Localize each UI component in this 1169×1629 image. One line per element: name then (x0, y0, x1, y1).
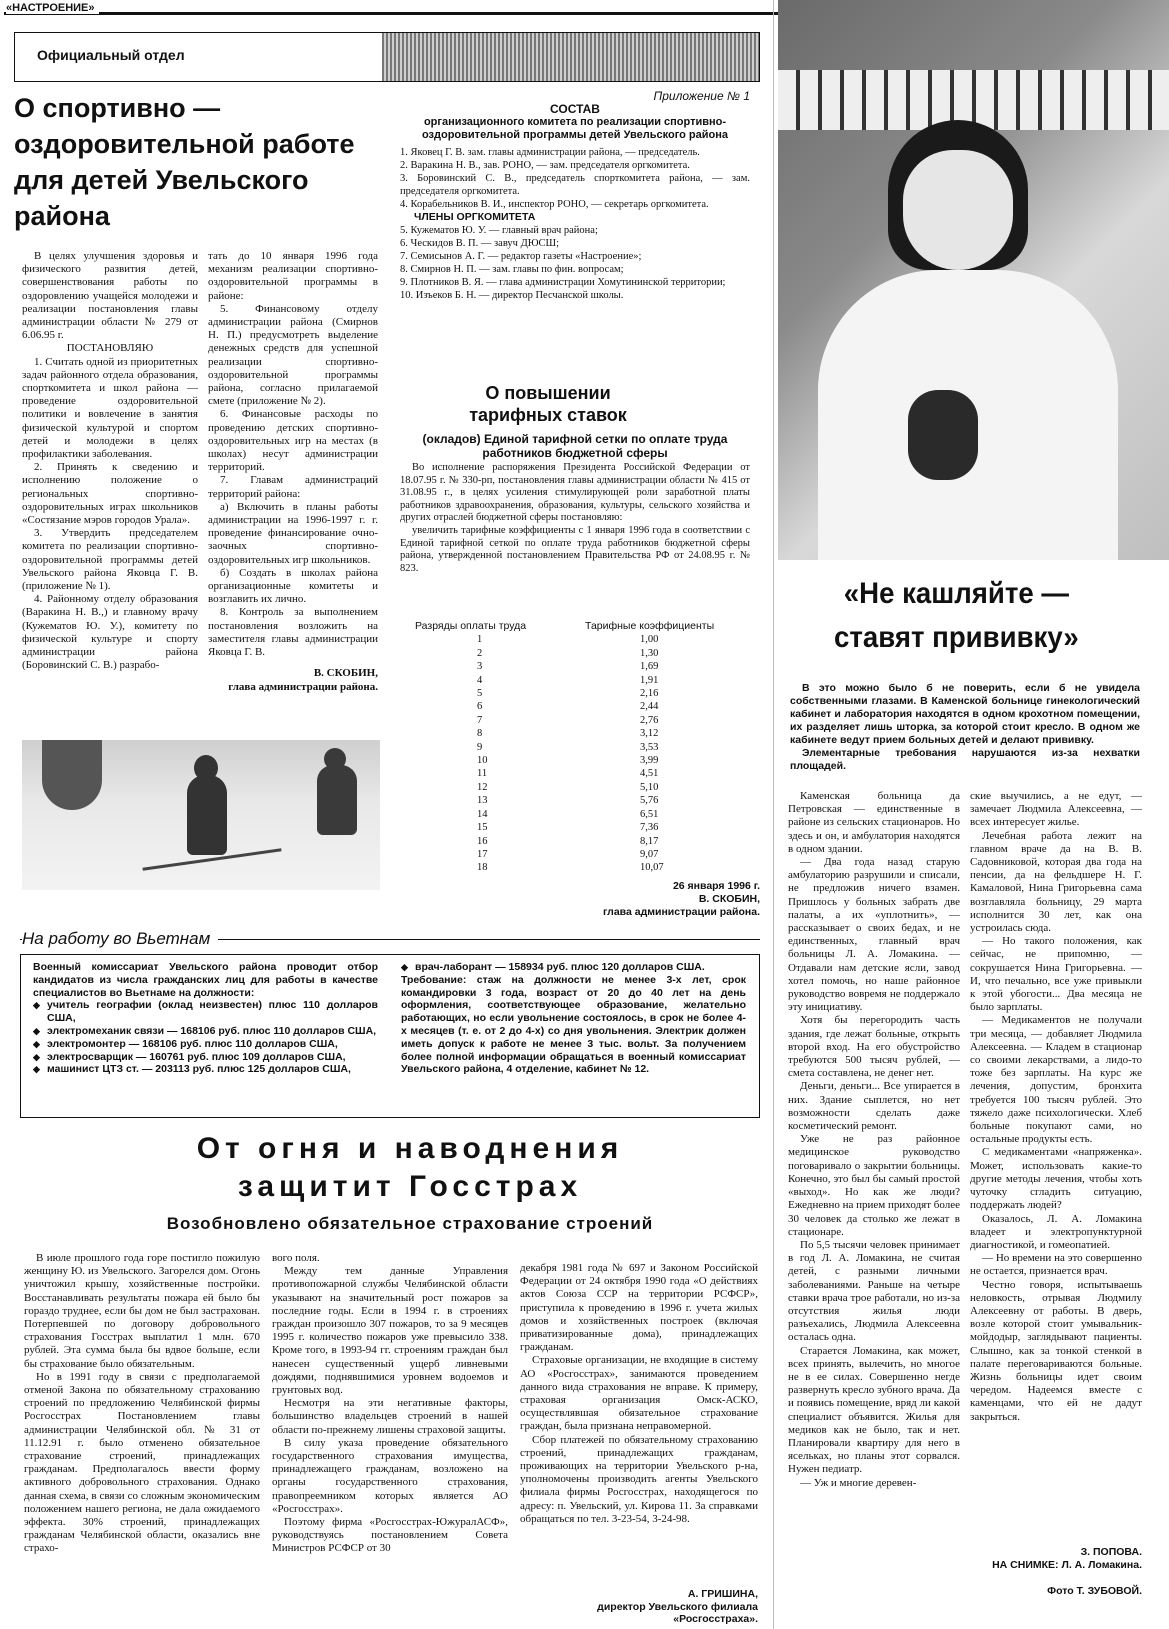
skier-2-head (324, 748, 346, 770)
tariff-coef: 2,16 (640, 688, 659, 700)
cough-caption: НА СНИМКЕ: Л. А. Ломакина. (992, 1559, 1142, 1571)
tariff-text (400, 462, 750, 575)
tariff-row (415, 781, 735, 794)
tariff-grade: 6 (477, 701, 483, 713)
ski-photo (22, 740, 380, 890)
vietnam-job: ◆ электромонтер — 168106 руб. плюс 110 долларов США, (33, 1038, 378, 1051)
appendix-item: 2. Варакина Н. В., зав. РОНО, — зам. председателя оргкомитета. (400, 160, 690, 171)
doctor-face (903, 150, 1013, 270)
cough-p: — Медикаментов не получали три месяца, — добавляет Людмила Алексеевна. — Кладем в стационар со своими лекарствами, а лидо-то тоже без зарплаты. На курс же лечения, допустим, бронхита требуется 100 тысяч рублей. Это тяжело даже психологически. Хлеб больные покупают сами, но остальные продукты есть. (970, 1014, 1142, 1146)
tariff-row (415, 861, 735, 874)
tariff-grade: 8 (477, 728, 483, 740)
cough-lead (790, 682, 1140, 773)
cough-p: — Уж и многие деревен- (800, 1476, 917, 1489)
members-label: ЧЛЕНЫ ОРГКОМИТЕТА (414, 211, 536, 223)
cough-col-1 (788, 790, 960, 1620)
tariff-signer-role: глава администрации района. (603, 906, 760, 918)
tariff-grade: 10 (477, 755, 488, 767)
tariff-row (415, 700, 735, 713)
cough-p: — Два года назад старую амбулаторию разрушили и списали, не предложив ничего взамен. Пришлось у больных забрать две палаты, а их «уплотнить», — рассказывает о своих бедах, и не единственных, главный врач больницы Л. А. Ломакина. — Отдавали нам детские ясли, завод хотел помочь, но наше районное руководство вовремя не поддержало эту инициативу. (788, 856, 960, 1014)
sport-title: О спортивно — оздоровительной работе для детей Увельского района (14, 93, 355, 231)
vietnam-intro: Военный комиссариат Увельского района проводит отбор кандидатов из числа гражданских лиц для работы в качестве специалистов во Вьетнаме на должности: (33, 961, 378, 999)
doctor-photo (778, 0, 1169, 560)
tariff-grade: 2 (477, 647, 483, 659)
appendix-item: 3. Боровинский С. В., председатель спорткомитета района, — зам. председателя оргкомитета. (400, 173, 750, 197)
tariff-table (415, 620, 735, 875)
appendix-item: 5. Кужематов Ю. У. — главный врач района; (400, 225, 598, 236)
fire-p: Сбор платежей по обязательному страхованию строений, принадлежащих гражданам, проживающих на территории Увельского р-на, уполномочены производить агенты Увельского филиала фирмы Росгосстрах, находящегося по адресу: п. Увельский, ул. Кирова 11. За справками обращаться по тел. 3-23-54, 3-24-98. (520, 1433, 758, 1525)
sport-p: а) Включить в планы работы администрации на 1996-1997 г. г. проведение финансирование очно-заочных спортивно-оздоровительных игр школьников. (208, 500, 378, 566)
cough-lead-p2: Элементарные требования нарушаются из-за нехватки площадей. (790, 747, 1140, 772)
tariff-col-b: Тарифные коэффициенты (585, 620, 715, 632)
skier-1-head (194, 755, 218, 781)
sport-p: 2. Принять к сведению и исполнению положение о региональных спортивно-оздоровительных играх школьников «Состязание мэров городов Урала». (22, 461, 198, 527)
cough-p: С медикаментами «напряженка». Может, использовать какие-то другие методы лечения, чтобы хоть чуточку сгладить ситуацию, поддержать людей? (970, 1146, 1142, 1212)
tariff-coef: 10,07 (640, 862, 664, 874)
fire-p: вого поля. (272, 1252, 320, 1264)
fire-col-1 (24, 1252, 260, 1624)
tariff-coef: 1,00 (640, 634, 659, 646)
fire-col-3 (520, 1262, 758, 1602)
fire-p: декабря 1981 года № 697 и Законом Российской Федерации от 24 октября 1990 года «О действиях актов Союза ССР на территории РСФСР», приступила к проведению в 1996 г. учета жилых домов и хозяйственных построек (включая приватизированные дома), принадлежащих гражданам. (520, 1262, 758, 1354)
sport-p: 1. Считать одной из приоритетных задач районного отдела образования, спорткомитета и школ района — проведение оздоровительной политики и вовлечение в занятия физической культурой и спортом детей и молодежи в целях профилактики заболевания. (22, 355, 198, 461)
tariff-subtitle: (окладов) Единой тарифной сетки по оплате труда работников бюджетной сферы (422, 432, 728, 460)
tariff-row (415, 835, 735, 848)
tariff-row (415, 660, 735, 673)
vietnam-job: ◆ машинист ЦТЗ ст. — 203113 руб. плюс 125 долларов США, (33, 1063, 378, 1076)
doctor-hand (908, 390, 978, 480)
fire-p: В июле прошлого года горе постигло пожилую женщину Ю. из Увельского. Загорелся дом. Огонь уничтожил крышу, хозяйственные постройки. Восстанавливать результаты пожара ей было бы гораздо труднее, если бы дом не был застрахован. Потерпевшей по договору добровольного страхования Госстрах выплатил 1 млн. 670 рублей. Эта сумма была бы вдвое больше, если бы страхование было обязательным. (24, 1252, 260, 1370)
fire-p: В силу указа проведение обязательного государственного страхования имущества, принадлежащего гражданам, возложено на органы государственного страхования, правопреемником которых является АО «Росгосстрах». (272, 1436, 508, 1515)
appendix-item: 1. Яковец Г. В. зам. главы администрации района, — председатель. (400, 147, 700, 158)
vietnam-req: Требование: стаж на должности не менее 3-х лет, срок командировки 3 года, возраст от 20 до 40 лет на день оформления, соответствующее образование, желательно работающих, но если увольнение состоялось, в срок не более 4-х месяцев (т. е. от 2 до 4-х) со дня увольнения. Электрик должен иметь допуск к работе не менее 3 тыс. вольт. За получением более полной информации обращаться в военный комиссариат Увельского района, 4 отделение, кабинет № 12. (401, 973, 746, 1076)
tariff-date: 26 января 1996 г. (672, 880, 760, 892)
tariff-grade: 17 (477, 848, 488, 860)
tariff-coef: 2,76 (640, 714, 659, 726)
tariff-grade: 18 (477, 862, 488, 874)
cough-p: Оказалось, Л. А. Ломакина владеет и электропунктурной диагностикой, и гомеопатией. (970, 1212, 1142, 1251)
tariff-coef: 4,51 (640, 768, 659, 780)
vietnam-left (33, 961, 378, 1076)
tariff-row (415, 794, 735, 807)
appendix-subtitle: организационного комитета по реализации спортивно-оздоровительной программы детей Увельского района (421, 116, 729, 141)
tariff-coef: 2,44 (640, 701, 659, 713)
cough-p: — Но времени на это совершенно не остается, признается врач. (970, 1252, 1142, 1278)
section-label: Официальный отдел (37, 47, 185, 63)
appendix-item: 6. Ческидов В. П. — завуч ДЮСШ; (400, 238, 560, 249)
fire-col-2 (272, 1252, 508, 1624)
tariff-grade: 11 (477, 768, 488, 780)
sport-p: 4. Районному отделу образования (Варакина Н. В.,) и главному врачу (Кужематов Ю. У.), комитету по физической культуре и спорту администрации района (Боровинский С. В.) разрабо- (22, 593, 198, 672)
cough-p: Каменская больница да Петровская — единственные в районе из сельских стационаров. Но здесь и он, и амбулатория находятся в одном здании. (788, 790, 960, 855)
sport-p: 7. Главам администраций территорий района: (208, 474, 378, 500)
appendix-item: 7. Семисынов А. Г. — редактор газеты «Настроение»; (400, 251, 642, 262)
section-pattern (382, 33, 759, 81)
sport-signer: В. СКОБИН, (313, 667, 378, 680)
sport-p: б) Создать в школах района организационные комитеты и возглавить их лично. (208, 566, 378, 606)
cough-title: «Не кашляйте — ставят прививку» (834, 577, 1079, 654)
tariff-grade: 13 (477, 795, 488, 807)
fire-title-1: От огня и наводнения (196, 1132, 624, 1165)
sport-p: тать до 10 января 1996 года механизм реализации спортивно-оздоровительной программы в районе: (208, 250, 378, 302)
tariff-grade: 9 (477, 741, 483, 753)
tariff-grade: 15 (477, 822, 488, 834)
appendix (400, 90, 750, 302)
vietnam-job: ◆ электромеханик связи — 168106 руб. плюс 110 долларов США, (33, 1025, 378, 1038)
vietnam-job-right: ◆ врач-лаборант — 158934 руб. плюс 120 долларов США. (401, 961, 746, 974)
appendix-label: Приложение № 1 (653, 90, 750, 103)
tariff-coef: 5,10 (640, 781, 659, 793)
tariff-grade: 1 (477, 634, 483, 646)
sport-p: 8. Контроль за выполнением постановления возложить на заместителя главы администрации Яковца Г. В. (208, 606, 378, 659)
skier-1 (187, 775, 227, 855)
tree-shadow (42, 740, 102, 810)
tariff-p2: увеличить тарифные коэффициенты с 1 января 1996 года в соответствии с Единой тарифной сеткой по оплате труда работников бюджетной сферы района, утвержденной постановлением Правительства РФ от 24.08.95 г. № 823. (400, 524, 750, 574)
tariff-coef: 3,12 (640, 728, 659, 740)
cough-p: Уже не раз районное медицинское руководство поговаривало о закрытии больницы. Конечно, это был бы самый простой «выход». Но как же люди? Ежедневно на прием приходят более 30 человек да столько же лежат в стационаре. (788, 1133, 960, 1238)
tariff-row (415, 687, 735, 700)
tariff-coef: 3,99 (640, 755, 659, 767)
appendix-item: 10. Изъеков Б. Н. — директор Песчанской школы. (400, 290, 624, 301)
sport-signer-role: глава администрации района. (228, 680, 378, 693)
tariff-coef: 9,07 (640, 848, 659, 860)
column-divider (773, 0, 774, 1629)
cough-p: Деньги, деньги... Все упирается в них. Здание сыплется, но нет возможности сделать даже косметический ремонт. (788, 1080, 960, 1133)
fire-p: Несмотря на эти негативные факторы, большинство владельцев строений в нашей области по-прежнему лишены страховой защиты. (272, 1397, 508, 1436)
sport-p: 3. Утвердить председателем комитета по реализации спортивно-оздоровительной программы детей Увельского района Яковца Г. В. (приложение № 1). (22, 527, 198, 593)
tariff-row (415, 727, 735, 740)
skier-2 (317, 765, 357, 835)
tariff-title: О повышении тарифных ставок (469, 383, 627, 425)
fire-p: Поэтому фирма «Росгосстрах-ЮжуралАСФ», руководствуясь постановлением Совета Министров РСФСР от 30 (272, 1516, 508, 1555)
cough-col-2 (970, 790, 1142, 1510)
tariff-grade: 3 (477, 661, 483, 673)
fire-signer: А. ГРИШИНА, (687, 1588, 758, 1600)
cough-p: Честно говоря, испытываешь неловкость, отрывая Людмилу Алексеевну от работы. В дверь, возле которой стоит умывальник-мойдодыр, заглядывают пациенты. Слышно, как за тонкой стенкой в палате переговариваются больные. Жизнь больницы идет своим чередом. Надеемся вместе с каменцами, что ей не дадут закрыться. (970, 1278, 1142, 1423)
fire-p: Но в 1991 году в связи с предполагаемой отменой Закона по обязательному страхованию строений по предложению Челябинской фирмы Росгосстрах Постановлением главы администрации Челябинской обл. № 31 от 11.12.91 г. было отменено обязательное страхование строений, принадлежащих гражданам. Предполагалось ввести форму активного добровольного страхования. Однако данная схема, в связи со сложным экономическим положением нашего региона, не дала ожидаемого эффекта. 30% строений, принадлежащих гражданам Челябинской области, оказались вне страхо- (24, 1370, 260, 1555)
tariff-coef: 1,91 (640, 674, 659, 686)
cough-p: — Но такого положения, как сейчас, не припомню, — сокрушается Нина Григорьевна. — И, что печально, все уже привыкли к этой убогости... Два месяца не было зарплаты. (970, 935, 1142, 1014)
tariff-row (415, 633, 735, 646)
cough-photo-credit: Фото Т. ЗУБОВОЙ. (1047, 1585, 1142, 1597)
vietnam-right (401, 961, 746, 1076)
cough-author: З. ПОПОВА. (1080, 1546, 1142, 1558)
cough-p: Старается Ломакина, как может, всех принять, вылечить, но многое не в ее силах. Совершенно негде развернуть кресло зубного врача. Да и появись помещение, вряд ли какой специалист объявится. Жилья для медиков как не было, так и нет. Планировали квартиру для него в ясельках, но планы этот сорвался. Нужен педиатр. (788, 1344, 960, 1476)
appendix-item: 4. Корабельников В. И., инспектор РОНО, — секретарь оргкомитета. (400, 199, 709, 210)
sport-resolve: ПОСТАНОВЛЯЮ (66, 342, 154, 355)
fire-subtitle: Возобновлено обязательное страхование строений (166, 1214, 654, 1233)
sport-col-2 (208, 250, 378, 694)
tariff-col-a: Разряды оплаты труда (415, 620, 527, 632)
cough-lead-p: В это можно было б не поверить, если б не увидела собственными глазами. В Каменской больнице гинекологический кабинет и лаборатория находятся в одном крохотном помещении, их разделяет лишь шторка, за которой стоит кресло. В одном же кабинете ведут прием больных детей и делают прививку. (790, 682, 1140, 746)
tariff-row (415, 741, 735, 754)
tariff-row (415, 821, 735, 834)
tariff-coef: 1,30 (640, 647, 659, 659)
tariff-coef: 7,36 (640, 822, 659, 834)
vietnam-title: На работу во Вьетнам (22, 929, 218, 949)
tariff-grade: 4 (477, 674, 483, 686)
sport-col-1 (22, 250, 198, 673)
tariff-grade: 12 (477, 781, 488, 793)
appendix-item: 8. Смирнов Н. П. — зам. главы по фин. вопросам; (400, 264, 624, 275)
tariff-row (415, 754, 735, 767)
cough-p: Лечебная работа лежит на главном враче да на В. В. Садовниковой, которая два года на пенсии, да на фельдшере Н. Г. Камаловой, Нина Григорьевна сама возглавляла больницу, 29 марта исполнится 30 лет, как она устроилась сюда. (970, 829, 1142, 935)
fire-p: Между тем данные Управления противопожарной службы Челябинской области указывают на значительный рост пожаров за последние годы. Если в 1994 г. в строениях граждан произошло 307 пожаров, то за 9 месяцев 1995 г. количество пожаров уже превысило 338. Кроме того, в 1993-94 гг. строениям граждан был нанесен существенный ущерб ливневыми дождями, поднявшимися уровнем водоемов и грунтовых вод. (272, 1265, 508, 1397)
tariff-grade: 7 (477, 714, 483, 726)
tariff-row (415, 848, 735, 861)
appendix-title: СОСТАВ (550, 102, 600, 116)
cough-p: По 5,5 тысячи человек принимает в год Л. А. Ломакина, не считая детей, с разными личными заболеваниями. Раньше на четыре ставки врача трое работали, но из-за отсутствия жилья люди разъехались, Людмила Алексеевна осталась одна. (788, 1238, 960, 1344)
tariff-coef: 8,17 (640, 835, 659, 847)
tariff-p1: Во исполнение распоряжения Президента Российской Федерации от 18.07.95 г. № 330-рп, постановления главы администрации области № 415 от 31.08.95 г., в целях усиления стимулирующей роли заработной платы работников здравоохранения, образования, культуры, сельского хозяйства и других отраслей бюджетной сферы постановляю: (400, 462, 750, 524)
vietnam-box (20, 954, 760, 1118)
sport-p: В целях улучшения здоровья и физического развития детей, совершенствования работы по оздоровлению учащейся молодежи и реализации постановления главы администрации области № 279 от 6.06.95 г. (22, 250, 198, 342)
vietnam-job: ◆ учитель географии (оклад неизвестен) плюс 110 долларов США, (33, 999, 378, 1025)
tariff-row (415, 767, 735, 780)
tariff-row (415, 714, 735, 727)
tariff-row (415, 647, 735, 660)
tariff-coef: 5,76 (640, 795, 659, 807)
tariff-coef: 6,51 (640, 808, 659, 820)
tariff-coef: 1,69 (640, 661, 659, 673)
tariff-grade: 16 (477, 835, 488, 847)
sport-p: 5. Финансовому отделу администрации района (Смирнов Н. П.) предусмотреть выделение денежных средств для успешной реализации спортивно-оздоровительной программы района, согласно прилагаемой смете (приложение № 2). (208, 302, 378, 408)
tariff-row (415, 808, 735, 821)
appendix-item: 9. Плотников В. Я. — глава администрации Хомутининской территории; (400, 277, 726, 288)
section-bar (14, 32, 760, 82)
paper-name: «НАСТРОЕНИЕ» (6, 2, 99, 14)
vietnam-job: ◆ электросварщик — 160761 руб. плюс 109 долларов США, (33, 1051, 378, 1064)
tariff-coef: 3,53 (640, 741, 659, 753)
tariff-row (415, 674, 735, 687)
fire-title-2: защитит Госстрах (237, 1170, 583, 1203)
fire-signer-role: директор Увельского филиала «Росгосстраха». (597, 1601, 758, 1625)
sport-p: 6. Финансовые расходы по проведению детских спортивно-оздоровительных игр на местах (в школах) несут администрации территорий. (208, 408, 378, 474)
tariff-signer: В. СКОБИН, (698, 893, 760, 905)
cough-p: ские выучились, а не едут, — замечает Людмила Алексеевна, — всех интересует жилье. (970, 790, 1142, 829)
cough-p: Хотя бы перегородить часть здания, где лежат больные, открыть второй вход. На его обустройство требуются 500 тысяч рублей, — смета составлена, не денег нет. (788, 1014, 960, 1080)
tariff-grade: 14 (477, 808, 488, 820)
tariff-grade: 5 (477, 688, 483, 700)
fire-p: Страховые организации, не входящие в систему АО «Росгосстрах», занимаются проведением данного вида страхования не вправе. К примеру, страховая организация Омск-АСКО, осуществлявшая обязательное страхование граждан, была признана неправомерной. (520, 1354, 758, 1433)
